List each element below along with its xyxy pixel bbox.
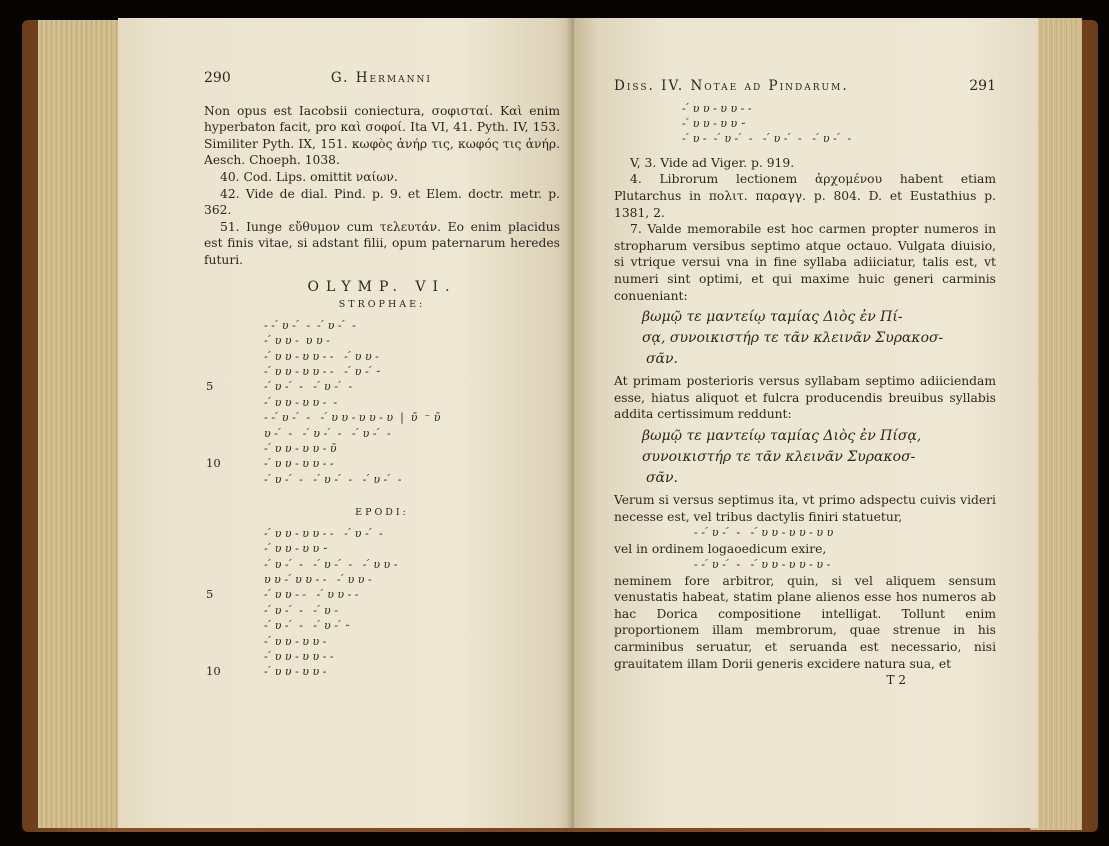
meter-text: - ́ υ υ - υ υ - -: [264, 395, 338, 409]
meter-text: - ́ υ υ - υ υ - - - ́ υ υ -: [264, 349, 379, 363]
meter-text: - ́ υ υ - υ υ -: [264, 334, 330, 348]
meter-line: [264, 541, 560, 556]
meter-line: - ́ υ υ - υ υ ⏑: [682, 117, 745, 130]
meter-line: [264, 333, 560, 348]
line-number: 10: [206, 664, 221, 679]
meter-line: [264, 318, 560, 333]
meter-line: [264, 526, 560, 541]
meter-text: - ́ υ υ - υ υ - ῡ: [264, 441, 337, 455]
epode-label: EPODI:: [355, 507, 409, 519]
greek-quote: [614, 426, 996, 489]
line-number: 10: [206, 456, 221, 471]
meter-line: [206, 379, 560, 394]
meter-text: - ́ υ υ - υ υ -: [264, 665, 327, 679]
left-page: [118, 18, 574, 828]
meter-line: [264, 441, 560, 456]
left-page-content: [204, 70, 560, 680]
meter-text: - ́ υ υ - υ υ ⏑: [264, 542, 327, 556]
note-paragraph: V, 3. Vide ad Viger. p. 919.: [630, 155, 795, 170]
top-meter: [614, 101, 996, 147]
meter-line: [264, 426, 560, 441]
greek-line: σᾶν.: [646, 351, 678, 368]
note-paragraph: 40. Cod. Lips. omittit ναίων.: [220, 169, 398, 184]
meter-text: - - ́ υ - ́ - - ́ υ υ - υ υ - υ | ῡ ⁻ ῡ: [264, 411, 441, 425]
note-paragraph: 4. Librorum lectionem ἀρχομένου habent etiam Plutarchus in πολιτ. παραγγ. p. 804. D. et Eustathius p. 1381, 2.: [614, 172, 996, 220]
meter-text: - ́ υ υ - υ υ - - - ́ υ - ́ ⏑: [264, 364, 380, 378]
meter-line: [206, 664, 560, 679]
meter-text: - - ́ υ - ́ - - ́ υ - ́ -: [264, 318, 356, 332]
meter-line: [264, 603, 560, 618]
meter-line: - ́ υ υ - υ υ - -: [682, 101, 752, 115]
greek-line: βωμῷ τε μαντείῳ ταμίας Διὸς ἐν Πίσᾳ,: [642, 427, 922, 444]
running-head: Diss. IV. Notae ad Pindarum.: [614, 78, 849, 94]
body-paragraph: Verum si versus septimus ita, vt primo adspectu cuivis videri necesse est, vel tribus dactylis finiri statuetur,: [614, 492, 996, 524]
meter-text: υ - ́ - - ́ υ - ́ - - ́ υ - ́ -: [264, 426, 391, 440]
greek-line: σᾳ, συνοικιστήρ τε τᾶν κλεινᾶν Συρακοσ-: [642, 330, 944, 347]
meter-text: - ́ υ - ́ - - ́ υ - ́ - - ́ υ υ -: [264, 557, 398, 571]
body-paragraph: neminem fore arbitror, quin, si vel aliquem sensum venustatis habeat, statim plane alienos esse hos numeros ab hac Dorica compositione intelligat. Tollunt enim proportionem illam membrorum, quae strenue in his carminibus seruatur, et seruanda est necessario, nisi grauitatem illam Dorii generis excidere natura sua, et: [614, 573, 996, 671]
meter-line: [264, 410, 560, 425]
meter-line: - - ́ υ - ́ - - ́ υ υ - υ υ - υ -: [694, 558, 831, 572]
meter-line: [264, 364, 560, 379]
meter-text: - ́ υ υ - - - ́ υ υ - -: [264, 588, 359, 602]
meter-line: [264, 557, 560, 572]
meter-text: - ́ υ - ́ - - ́ υ - ́ ⏑: [264, 619, 349, 633]
meter-line: [206, 587, 560, 602]
meter-line: [264, 349, 560, 364]
line-number: 5: [206, 587, 214, 602]
meter-text: - ́ υ υ - υ υ -: [264, 634, 327, 648]
right-running-header: [614, 78, 996, 95]
greek-line: συνοικιστήρ τε τᾶν κλεινᾶν Συρακοσ-: [642, 448, 916, 465]
left-running-header: [204, 70, 560, 87]
left-page-edges: [38, 20, 130, 828]
right-page-content: [614, 78, 996, 689]
meter-line: - - ́ υ - ́ - - ́ υ υ - υ υ - υ υ: [694, 526, 834, 540]
epode-meter: [204, 526, 560, 680]
body-paragraph: vel in ordinem logaoedicum exire,: [614, 541, 827, 556]
signature-mark: T 2: [886, 673, 906, 688]
meter-line: [206, 456, 560, 471]
meter-line: [264, 395, 560, 410]
meter-text: - ́ υ υ - υ υ - -: [264, 457, 334, 471]
meter-line: [264, 472, 560, 487]
section-title: OLYMP. VI.: [307, 278, 457, 295]
note-paragraph: Non opus est Iacobsii coniectura, σοφισταί. Καὶ enim hyperbaton facit, pro καὶ σοφοί. Ita VI, 41. Pyth. IV, 153. Similiter Pyth. IX, 151. κωφὸς ἀνήρ τις, κωφός τις ἀνήρ. Aesch. Choeph. 1038.: [204, 103, 560, 168]
body-paragraph: At primam posterioris versus syllabam septimo adiiciendam esse, hiatus aliquot et fulcra producendis breuibus syllabis addita certissimum reddunt:: [614, 374, 996, 422]
meter-line: [264, 634, 560, 649]
note-paragraph: 7. Valde memorabile est hoc carmen propter numeros in stropharum versibus septimo atque octauo. Vulgata diuisio, si vtrique versui vna in fine syllaba adiiciatur, talis est, vt numeri sint optimi, et qui maxime huic generi carminis conueniant:: [614, 222, 996, 303]
meter-line: [264, 572, 560, 587]
meter-text: - ́ υ - ́ - - ́ υ -: [264, 603, 338, 617]
line-number: 5: [206, 379, 214, 394]
page-number: 291: [969, 78, 996, 94]
running-head: G. Hermanni: [330, 70, 432, 86]
greek-line: βωμῷ τε μαντείῳ ταμίας Διὸς ἐν Πί-: [642, 309, 903, 326]
meter-text: - ́ υ υ - υ υ - - - ́ υ - ́ -: [264, 526, 383, 540]
page-number: 290: [204, 70, 231, 86]
right-page: [574, 18, 1038, 828]
note-paragraph: 51. Iunge εὔθυμον cum τελευτάν. Eo enim placidus est finis vitae, si adstant filii, opum paternarum heredes futuri.: [204, 219, 560, 267]
meter-text: - ́ υ - ́ - - ́ υ - ́ -: [264, 380, 353, 394]
greek-line: σᾶν.: [646, 469, 678, 486]
strophe-label: STROPHAE:: [338, 299, 426, 311]
meter-line: - ́ υ - - ́ υ - ́ - - ́ υ - ́ - - ́ υ - ́ -: [682, 132, 852, 146]
meter-text: - ́ υ - ́ - - ́ υ - ́ - - ́ υ - ́ -: [264, 472, 402, 486]
note-paragraph: 42. Vide de dial. Pind. p. 9. et Elem. doctr. metr. p. 362.: [204, 186, 560, 218]
strophe-meter: [204, 318, 560, 487]
meter-line: [264, 649, 560, 664]
meter-line: [264, 618, 560, 633]
meter-text: υ υ - ́ υ υ - - - ́ υ υ -: [264, 573, 372, 586]
greek-quote: [614, 307, 996, 370]
meter-text: - ́ υ υ - υ υ - -: [264, 650, 334, 664]
